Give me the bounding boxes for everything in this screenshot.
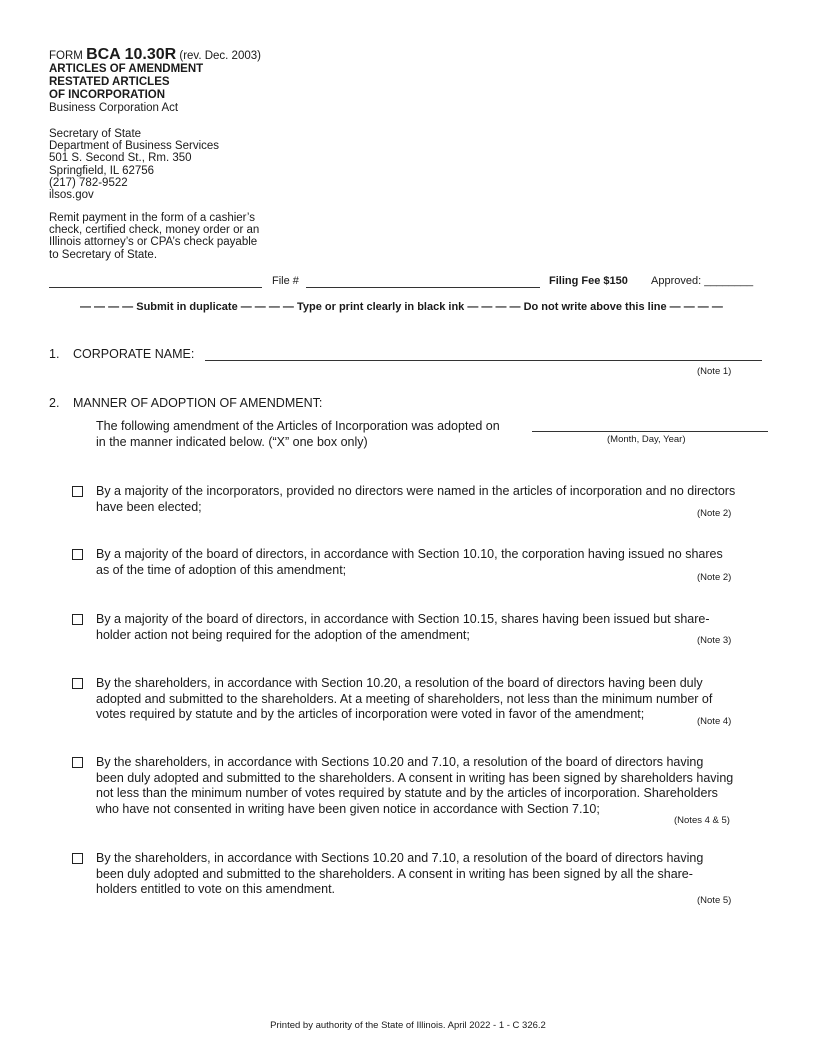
option-6-note: (Note 5) — [697, 895, 732, 906]
form-id-line — [49, 48, 261, 63]
option-4-checkbox[interactable] — [72, 678, 83, 689]
option-line: adopted and submitted to the shareholders. At a meeting of shareholders, not less than the minimum number of — [96, 691, 713, 706]
form-title-line-2: RESTATED ARTICLES — [49, 76, 170, 88]
type-print-text: Type or print clearly in black ink — [296, 301, 465, 313]
do-not-write-text: Do not write above this line — [523, 301, 667, 313]
adoption-date-field[interactable] — [532, 431, 768, 432]
option-line: not less than the minimum number of votes required by statute and by the articles of incorporation. Shareholders — [96, 786, 718, 801]
payment-line: Illinois attorney’s or CPA’s check payable — [49, 236, 258, 249]
payment-line: Remit payment in the form of a cashier’s — [49, 212, 256, 224]
option-2-note: (Note 2) — [697, 572, 732, 583]
form-revision: (rev. Dec. 2003) — [179, 50, 261, 62]
address-line: (217) 782-9522 — [49, 176, 128, 189]
approved-label: Approved: ________ — [651, 275, 754, 287]
payment-instructions — [49, 212, 259, 261]
payment-line: to Secretary of State. — [49, 248, 158, 261]
option-5-checkbox[interactable] — [72, 757, 83, 768]
option-line: By a majority of the board of directors, in accordance with Section 10.15, shares having been issued but share- — [96, 612, 710, 626]
address-line: Springfield, IL 62756 — [49, 164, 155, 177]
blank-line-left[interactable] — [49, 287, 262, 288]
section-1-number: 1. — [49, 347, 60, 361]
option-line: By the shareholders, in accordance with Section 10.20, a resolution of the board of directors having been duly — [96, 676, 703, 690]
option-line: been duly adopted and submitted to the shareholders. A consent in writing has been signed by shareholders having — [96, 770, 734, 785]
option-line: By a majority of the board of directors, in accordance with Section 10.10, the corporation having issued no shares — [96, 547, 723, 561]
form-title-line-3: OF INCORPORATION — [49, 89, 166, 101]
instruction-bar — [80, 301, 723, 313]
option-4-text — [96, 676, 768, 723]
form-header — [49, 48, 261, 115]
option-1-checkbox[interactable] — [72, 486, 83, 497]
option-line: holder action not being required for the adoption of the amendment; — [96, 627, 470, 642]
address-line: Department of Business Services — [49, 140, 220, 153]
option-1-text — [96, 484, 768, 515]
option-6-text — [96, 851, 768, 898]
option-line: votes required by statute and by the articles of incorporation were voted in favor of the amendment; — [96, 707, 645, 722]
option-line: By the shareholders, in accordance with Sections 10.20 and 7.10, a resolution of the board of directors having — [96, 851, 704, 865]
filing-fee-label: Filing Fee $150 — [549, 275, 628, 287]
option-line: been duly adopted and submitted to the shareholders. A consent in writing has been signed by all the share- — [96, 866, 693, 881]
option-line: By the shareholders, in accordance with Sections 10.20 and 7.10, a resolution of the board of directors having — [96, 755, 704, 769]
section-2-number: 2. — [49, 396, 60, 410]
option-line: have been elected; — [96, 499, 202, 514]
file-number-field[interactable] — [306, 287, 540, 288]
option-3-text — [96, 612, 768, 643]
option-4-note: (Note 4) — [697, 716, 732, 727]
page-footer: Printed by authority of the State of Illinois. April 2022 - 1 - C 326.2 — [270, 1020, 546, 1031]
form-number: BCA 10.30R — [86, 46, 177, 63]
form-title-line-1: ARTICLES OF AMENDMENT — [49, 63, 204, 75]
address-line: ilsos.gov — [49, 189, 94, 202]
dash-group: — — — — — [467, 301, 521, 313]
option-line: By a majority of the incorporators, provided no directors were named in the articles of incorporation and no directors — [96, 484, 736, 498]
manner-of-adoption-label: MANNER OF ADOPTION OF AMENDMENT: — [73, 396, 323, 410]
option-2-checkbox[interactable] — [72, 549, 83, 560]
adoption-intro-line-2: in the manner indicated below. (“X” one box only) — [96, 435, 368, 449]
option-6-checkbox[interactable] — [72, 853, 83, 864]
option-1-note: (Note 2) — [697, 508, 732, 519]
dash-group: — — — — — [240, 301, 294, 313]
address-line: Secretary of State — [49, 128, 142, 140]
corporate-name-field[interactable] — [205, 360, 762, 361]
option-3-checkbox[interactable] — [72, 614, 83, 625]
option-2-text — [96, 547, 768, 578]
submit-duplicate-text: Submit in duplicate — [136, 301, 238, 313]
form-act: Business Corporation Act — [49, 102, 179, 114]
note-1: (Note 1) — [697, 366, 732, 377]
option-5-text — [96, 755, 768, 817]
address-line: 501 S. Second St., Rm. 350 — [49, 152, 192, 165]
option-3-note: (Note 3) — [697, 635, 732, 646]
corporate-name-label: CORPORATE NAME: — [73, 347, 195, 361]
option-line: who have not consented in writing have been given notice in accordance with Section 7.10; — [96, 801, 600, 816]
adoption-intro-line-1: The following amendment of the Articles of Incorporation was adopted on — [96, 419, 500, 433]
option-5-note: (Notes 4 & 5) — [674, 815, 730, 826]
form-prefix: FORM — [49, 50, 83, 62]
dash-group: — — — — — [669, 301, 723, 313]
agency-address — [49, 128, 219, 201]
payment-line: check, certified check, money order or an — [49, 224, 260, 237]
file-number-label: File # — [272, 275, 299, 287]
date-format-hint: (Month, Day, Year) — [607, 434, 686, 445]
option-line: as of the time of adoption of this amendment; — [96, 562, 347, 577]
dash-group: — — — — — [80, 301, 134, 313]
option-line: holders entitled to vote on this amendment. — [96, 882, 336, 897]
